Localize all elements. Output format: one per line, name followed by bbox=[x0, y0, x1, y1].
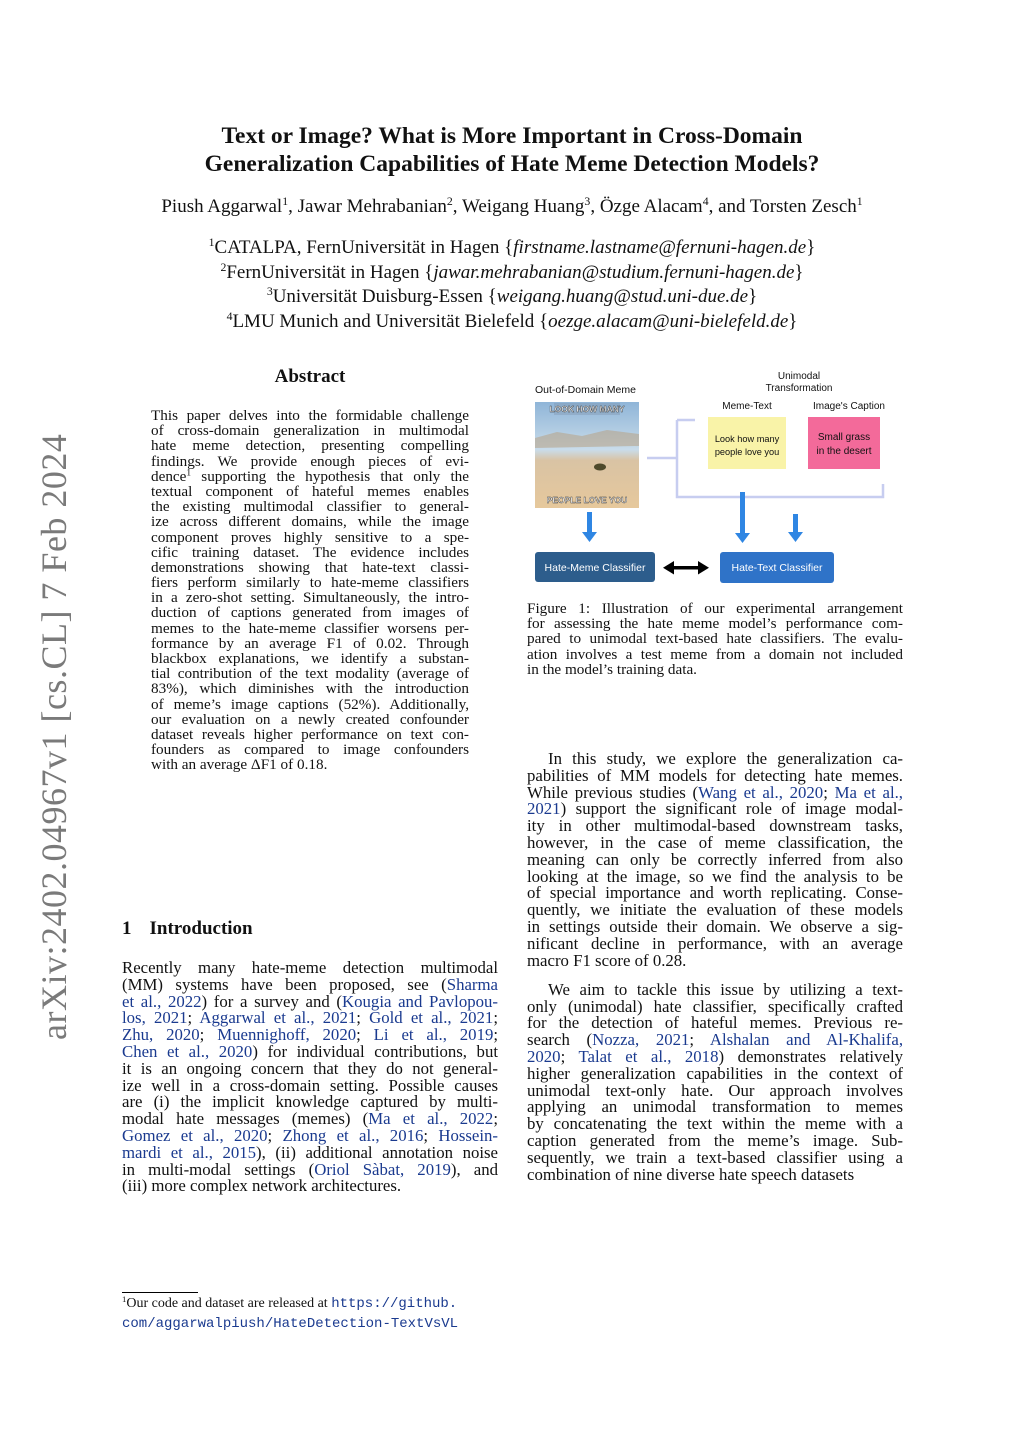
abstract-line: component proves highly sensitive to a spe- bbox=[151, 528, 469, 546]
abstract-line: of cross-domain generalization in multimodal bbox=[151, 422, 469, 440]
meme-text-box-line-2: people love you bbox=[714, 447, 780, 457]
citation-link[interactable]: Gomez et al., 2020 bbox=[122, 1125, 268, 1145]
affiliation-email: weigang.huang@stud.uni-due.de bbox=[496, 286, 749, 307]
citation-link[interactable]: Gold et al., 2021 bbox=[369, 1008, 494, 1028]
citation-link[interactable]: Kougia and Pavlopou- bbox=[342, 991, 498, 1011]
affiliation-line: $^3$Universität Duisburg-Essen {weigang.huang@stud.uni-due.de} bbox=[266, 284, 758, 307]
citation-link[interactable]: 2020 bbox=[527, 1047, 561, 1067]
meme-text-box-line-1: Look how many bbox=[714, 434, 780, 444]
author-affil-mark: 1 bbox=[856, 194, 863, 208]
intro-line: sequently, we train a text-based classifier using a bbox=[527, 1147, 903, 1167]
intro-line: 2021) support the significant role of image modal- bbox=[527, 799, 903, 819]
caption-label: Image's Caption bbox=[813, 401, 885, 412]
intro-line: (MM) systems have been proposed, see (Sharma bbox=[122, 974, 498, 994]
intro-line: (iii) more complex network architectures. bbox=[122, 1176, 402, 1196]
caption-line: Figure 1: Illustration of our experimental arrangement bbox=[527, 600, 903, 617]
abstract-line: founders as compared to image confounders bbox=[151, 741, 469, 759]
intro-line: combination of nine diverse hate speech datasets bbox=[527, 1164, 855, 1184]
author-list: Piush Aggarwal$^1$, Jawar Mehrabanian$^2$, Weigang Huang$^3$, Özge Alacam$^4$, and Torsten Zesch$^1$ bbox=[161, 194, 863, 217]
author-name: Piush Aggarwal bbox=[161, 196, 283, 217]
unimodal-label-line-1: Unimodal bbox=[777, 371, 821, 382]
section-number: 1 bbox=[122, 918, 132, 939]
abstract-heading: Abstract bbox=[274, 366, 346, 387]
double-arrow-icon bbox=[663, 561, 709, 575]
intro-line: 2020; Talat et al., 2018) demonstrates relatively bbox=[527, 1047, 903, 1067]
citation-link[interactable]: Oriol Sàbat, 2019 bbox=[314, 1159, 451, 1179]
intro-line: ity in other multimodal-based downstream tasks, bbox=[527, 816, 903, 836]
intro-line: search (Nozza, 2021; Alshalan and Al-Khalifa, bbox=[527, 1030, 904, 1050]
intro-line: los, 2021; Aggarwal et al., 2021; Gold et al., 2021; bbox=[122, 1008, 498, 1028]
affiliation-org: Universität Duisburg-Essen bbox=[272, 286, 488, 307]
caption-line: pared to unimodal text-based hate classifiers. The evalu- bbox=[527, 630, 903, 648]
abstract-line: blackbox explanations, we identify a substan- bbox=[151, 650, 469, 667]
citation-link[interactable]: Muennighoff, 2020 bbox=[217, 1025, 357, 1045]
intro-line: Zhu, 2020; Muennighoff, 2020; Li et al., 2019; bbox=[122, 1025, 499, 1045]
affiliation-line: $^1$CATALPA, FernUniversität in Hagen {firstname.lastname@fernuni-hagen.de} bbox=[208, 235, 816, 258]
intro-line: only (unimodal) hate classifier, specifically crafted bbox=[527, 996, 903, 1016]
intro-line: it is an ongoing concern that they do not general- bbox=[122, 1058, 498, 1078]
figure-1-caption bbox=[527, 599, 903, 680]
section-title: Introduction bbox=[149, 918, 253, 939]
caption-line: for assessing the hate meme model’s performance com- bbox=[527, 615, 903, 633]
affiliation-list bbox=[80, 236, 944, 334]
caption-line: ation involves a test meme from a domain not included bbox=[527, 645, 903, 663]
intro-line: in settings outside their domain. We observe a sig- bbox=[527, 916, 903, 936]
meme-image bbox=[535, 402, 639, 508]
citation-link[interactable]: Ma et al., 2022 bbox=[368, 1109, 494, 1129]
intro-line: Chen et al., 2020) for individual contributions, but bbox=[122, 1041, 498, 1061]
title-line-1: Text or Image? What is More Important in Cross-Domain bbox=[221, 123, 803, 149]
citation-link[interactable]: Wang et al., 2020 bbox=[698, 782, 824, 802]
citation-link[interactable]: Nozza, 2021 bbox=[592, 1030, 690, 1050]
affiliation-mark: 4 bbox=[226, 309, 233, 323]
abstract-body bbox=[151, 406, 469, 776]
abstract-line: findings. We provide enough pieces of evi- bbox=[151, 452, 469, 470]
meme-text-label: Meme-Text bbox=[722, 401, 772, 412]
unimodal-label-line-2: Transformation bbox=[765, 383, 833, 394]
citation-link[interactable]: Zhong et al., 2016 bbox=[282, 1125, 424, 1145]
abstract-line: cific training dataset. The evidence includes bbox=[151, 543, 469, 561]
intro-line: While previous studies (Wang et al., 2020; Ma et al., bbox=[527, 782, 904, 802]
footnote-url-part-2[interactable]: com/aggarwalpiush/HateDetection-TextVsVL bbox=[122, 1316, 459, 1332]
caption-box-line-1: Small grass bbox=[817, 432, 871, 443]
citation-link[interactable]: Ma et al., bbox=[834, 782, 904, 802]
meme-top-text: LOOK HOW MANY bbox=[549, 404, 625, 414]
intro-line: nificant decline in performance, with an average bbox=[527, 933, 903, 953]
citation-link[interactable]: Li et al., 2019 bbox=[373, 1025, 494, 1045]
intro-line: higher generalization capabilities in the context of bbox=[527, 1063, 903, 1083]
ood-meme-label: Out-of-Domain Meme bbox=[535, 384, 636, 396]
footnote-ref: 1 bbox=[186, 468, 192, 479]
citation-link[interactable]: 2021 bbox=[527, 799, 561, 819]
author-affil-mark: 3 bbox=[584, 194, 591, 208]
affiliation-org: CATALPA, FernUniversität in Hagen bbox=[214, 237, 505, 258]
abstract-line: in a zero-shot setting. Simultaneously, the intro- bbox=[151, 589, 469, 607]
citation-link[interactable]: Hossein- bbox=[438, 1125, 499, 1145]
abstract-line: the existing multimodal classifier to general- bbox=[151, 498, 469, 516]
title-line-2: Generalization Capabilities of Hate Meme Detection Models? bbox=[204, 151, 820, 177]
affiliation-org: LMU Munich and Universität Bielefeld bbox=[232, 310, 540, 332]
author-name: Torsten Zesch bbox=[749, 196, 857, 217]
affiliation-email: firstname.lastname@fernuni-hagen.de bbox=[513, 237, 807, 258]
citation-link[interactable]: Sharma bbox=[446, 974, 498, 994]
citation-link[interactable]: Alshalan and Al-Khalifa, bbox=[709, 1030, 904, 1050]
abstract-line: our evaluation on a newly created confounder bbox=[151, 710, 469, 728]
citation-link[interactable]: et al., 2022 bbox=[122, 991, 202, 1011]
footnote-rule bbox=[122, 1292, 198, 1293]
abstract-line: 83%), which diminishes with the introduction bbox=[151, 680, 469, 698]
footnote-text: Our code and dataset are released at bbox=[126, 1296, 332, 1311]
affiliation-mark: 2 bbox=[220, 260, 227, 274]
citation-link[interactable]: Zhu, 2020 bbox=[122, 1025, 200, 1045]
citation-link[interactable]: Talat et al., 2018 bbox=[578, 1047, 719, 1067]
citation-link[interactable]: los, 2021 bbox=[122, 1008, 188, 1028]
intro-line: mardi et al., 2015), (ii) additional annotation noise bbox=[122, 1142, 498, 1162]
author-name: Weigang Huang bbox=[461, 196, 585, 217]
section-heading bbox=[122, 918, 271, 940]
citation-link[interactable]: Chen et al., 2020 bbox=[122, 1041, 253, 1061]
arxiv-stamp: arXiv:2402.04967v1 [cs.CL] 7 Feb 2024 bbox=[34, 433, 74, 1040]
intro-line: of special importance and worth replicating. Conse- bbox=[527, 883, 903, 903]
intro-line: by concatenating the text within the meme with a bbox=[527, 1114, 903, 1134]
abstract-line: demonstrations showing that hate-text classi- bbox=[151, 558, 469, 576]
citation-link[interactable]: mardi et al., 2015 bbox=[122, 1142, 257, 1162]
affiliation-mark: 1 bbox=[208, 235, 215, 249]
abstract-line: textual component of hateful memes enables bbox=[151, 482, 469, 500]
intro-line: We aim to tackle this issue by utilizing a text- bbox=[548, 979, 903, 999]
intro-line: however, in the case of meme classification, the bbox=[527, 832, 903, 852]
caption-box-line-2: in the desert bbox=[816, 446, 872, 457]
hate-meme-classifier-label: Hate-Meme Classifier bbox=[544, 562, 646, 574]
affiliation-org: FernUniversität in Hagen bbox=[226, 261, 425, 283]
meme-bottom-text: PEOPLE LOVE YOU bbox=[546, 495, 628, 505]
author-affil-mark: 1 bbox=[282, 194, 289, 208]
hate-text-classifier-label: Hate-Text Classifier bbox=[731, 562, 823, 574]
intro-line: for the detection of hateful memes. Previous re- bbox=[527, 1013, 903, 1033]
footnote-mark: 1 bbox=[122, 1293, 127, 1304]
caption-box bbox=[808, 417, 880, 469]
grass-patch-shape bbox=[594, 464, 606, 471]
author-name: Özge Alacam bbox=[599, 196, 703, 217]
intro-line: meaning can only be correctly inferred from also bbox=[527, 849, 903, 869]
paper-title bbox=[150, 122, 874, 178]
intro-line: caption generated from the meme’s image. Sub- bbox=[527, 1131, 903, 1151]
intro-line: in multi-modal settings (Oriol Sàbat, 2019), and bbox=[122, 1159, 498, 1179]
intro-left-column bbox=[122, 956, 498, 1198]
intro-line: looking at the image, so we find the analysis to be bbox=[527, 866, 903, 886]
author-name: Jawar Mehrabanian bbox=[297, 196, 447, 217]
abstract-line: ize across different domains, while the image bbox=[151, 513, 469, 531]
intro-line: et al., 2022) for a survey and (Kougia and Pavlopou- bbox=[122, 991, 498, 1011]
abstract-line: duction of captions generated from images of bbox=[151, 604, 469, 622]
intro-line: ize well in a cross-domain setting. Possible causes bbox=[122, 1075, 498, 1095]
intro-line: applying an unimodal transformation to memes bbox=[527, 1097, 903, 1117]
caption-line: in the model’s training data. bbox=[527, 660, 697, 678]
affiliation-line: $^2$FernUniversität in Hagen {jawar.mehrabanian@studium.fernuni-hagen.de} bbox=[220, 260, 804, 283]
intro-line: Recently many hate-meme detection multimodal bbox=[122, 958, 498, 977]
intro-line: Gomez et al., 2020; Zhong et al., 2016; Hossein- bbox=[122, 1125, 499, 1145]
abstract-line: memes to the hate-meme classifier worsens per- bbox=[151, 619, 469, 637]
intro-line: unimodal text-only hate. Our approach involves bbox=[527, 1080, 903, 1100]
abstract-line: with an average ΔF1 of 0.18. bbox=[151, 756, 328, 774]
affiliation-email: oezge.alacam@uni-bielefeld.de bbox=[548, 310, 789, 332]
affiliation-mark: 3 bbox=[266, 284, 273, 298]
abstract-line: of meme’s image captions (52%). Additionally, bbox=[151, 695, 469, 713]
author-affil-mark: 4 bbox=[702, 194, 709, 208]
intro-line: quently, we initiate the evaluation of these models bbox=[527, 900, 903, 920]
abstract-line: This paper delves into the formidable challenge bbox=[151, 407, 469, 424]
abstract-line: tial contribution of the text modality (average of bbox=[151, 665, 469, 683]
author-affil-mark: 2 bbox=[446, 194, 453, 208]
figure-1-diagram bbox=[527, 366, 903, 596]
abstract-line: dence$^1$ supporting the hypothesis that only the bbox=[151, 467, 469, 485]
affiliation-line: $^4$LMU Munich and Universität Bielefeld {oezge.alacam@uni-bielefeld.de} bbox=[226, 309, 798, 332]
intro-right-column bbox=[527, 747, 903, 1186]
abstract-line: formance by an average F1 of 0.02. Through bbox=[151, 634, 469, 652]
footnote-url-part-1[interactable]: https://github. bbox=[331, 1296, 458, 1312]
intro-line: are (i) the implicit knowledge captured by multi- bbox=[122, 1092, 498, 1112]
intro-line: In this study, we explore the generalization ca- bbox=[548, 749, 903, 768]
footnote bbox=[122, 1294, 502, 1334]
affiliation-email: jawar.mehrabanian@studium.fernuni-hagen.de bbox=[433, 261, 795, 283]
intro-line: modal hate messages (memes) (Ma et al., 2022; bbox=[122, 1109, 498, 1129]
abstract-line: fiers perform similarly to hate-meme classifiers bbox=[151, 574, 469, 592]
citation-link[interactable]: Aggarwal et al., 2021 bbox=[199, 1008, 357, 1028]
intro-line: pabilities of MM models for detecting hate memes. bbox=[527, 765, 903, 785]
abstract-line: dataset reveals higher performance on text con- bbox=[151, 725, 469, 743]
abstract-line: hate meme detection, presenting compelling bbox=[151, 437, 469, 455]
intro-line: macro F1 score of 0.28. bbox=[527, 950, 687, 970]
